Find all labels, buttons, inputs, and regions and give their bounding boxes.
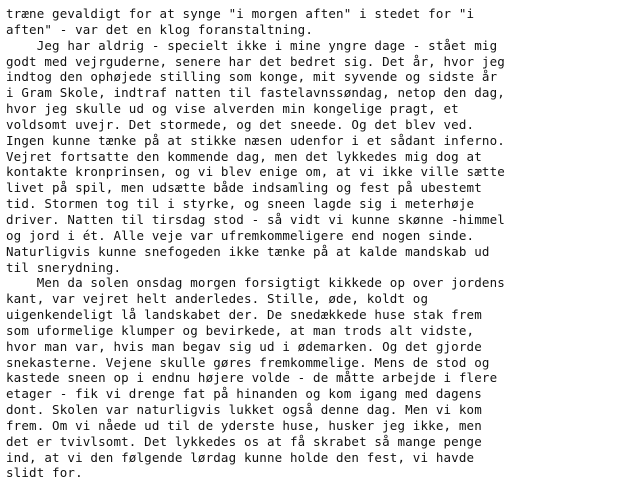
text-line: livet på spil, men udsætte både indsamling og fest på ubestemt xyxy=(6,180,482,196)
text-line: Men da solen onsdag morgen forsigtigt kikkede op over jordens xyxy=(6,275,505,291)
text-line: Jeg har aldrig - specielt ikke i mine yngre dage - stået mig xyxy=(6,37,498,53)
text-line: voldsomt uvejr. Det stormede, og det sneede. Og det blev ved. xyxy=(6,116,475,132)
text-line: dont. Skolen var naturligvis lukket også denne dag. Men vi kom xyxy=(6,402,482,418)
text-line: kant, var vejret helt anderledes. Stille, øde, koldt og xyxy=(6,291,429,307)
text-line: til snerydning. xyxy=(6,259,122,275)
text-line: ind, at vi den følgende lørdag kunne holde den fest, vi havde xyxy=(6,449,475,465)
text-line: etager - fik vi drenge fat på hinanden og kom igang med dagens xyxy=(6,386,482,402)
text-line: aften" - var det en klog foranstaltning. xyxy=(6,21,314,37)
text-line: træne gevaldigt for at synge "i morgen aften" i stedet for "i xyxy=(6,6,475,21)
text-line: indtog den ophøjede stilling som konge, mit syvende og sidste år xyxy=(6,69,498,85)
text-line: godt med vejrguderne, senere har det bedret sig. Det år, hvor jeg xyxy=(6,53,505,69)
text-line: tid. Stormen tog til i styrke, og sneen lagde sig i meterhøje xyxy=(6,196,475,212)
text-line: det er tvivlsomt. Det lykkedes os at få skrabet så mange penge xyxy=(6,433,482,449)
text-line: hvor man var, hvis man begav sig ud i ødemarken. Og det gjorde xyxy=(6,338,482,354)
body-text xyxy=(6,6,618,481)
text-line: hvor jeg skulle ud og vise alverden min kongelige pragt, et xyxy=(6,101,459,117)
text-line: Ingen kunne tænke på at stikke næsen udenfor i et sådant inferno. xyxy=(6,132,505,148)
text-line: kontakte kronprinsen, og vi blev enige om, at vi ikke ville sætte xyxy=(6,164,505,180)
text-line: driver. Natten til tirsdag stod - så vidt vi kunne skønne -himmel xyxy=(6,211,505,227)
text-line: slidt for. xyxy=(6,465,83,481)
text-line: uigenkendeligt lå landskabet der. De snedækkede huse stak frem xyxy=(6,307,482,323)
text-line: snekasterne. Vejene skulle gøres fremkommelige. Mens de stod og xyxy=(6,354,490,370)
text-line: kastede sneen op i endnu højere volde - de måtte arbejde i flere xyxy=(6,370,498,386)
text-line: i Gram Skole, indtraf natten til fastelavnssøndag, netop den dag, xyxy=(6,85,505,101)
text-line: frem. Om vi nåede ud til de yderste huse, husker jeg ikke, men xyxy=(6,417,482,433)
text-line: Vejret fortsatte den kommende dag, men det lykkedes mig dog at xyxy=(6,148,482,164)
text-line: som uformelige klumper og bevirkede, at man trods alt vidste, xyxy=(6,322,475,338)
text-line: Naturligvis kunne snefogeden ikke tænke på at kalde mandskab ud xyxy=(6,243,490,259)
text-line: og jord i ét. Alle veje var ufremkommeligere end nogen sinde. xyxy=(6,227,475,243)
